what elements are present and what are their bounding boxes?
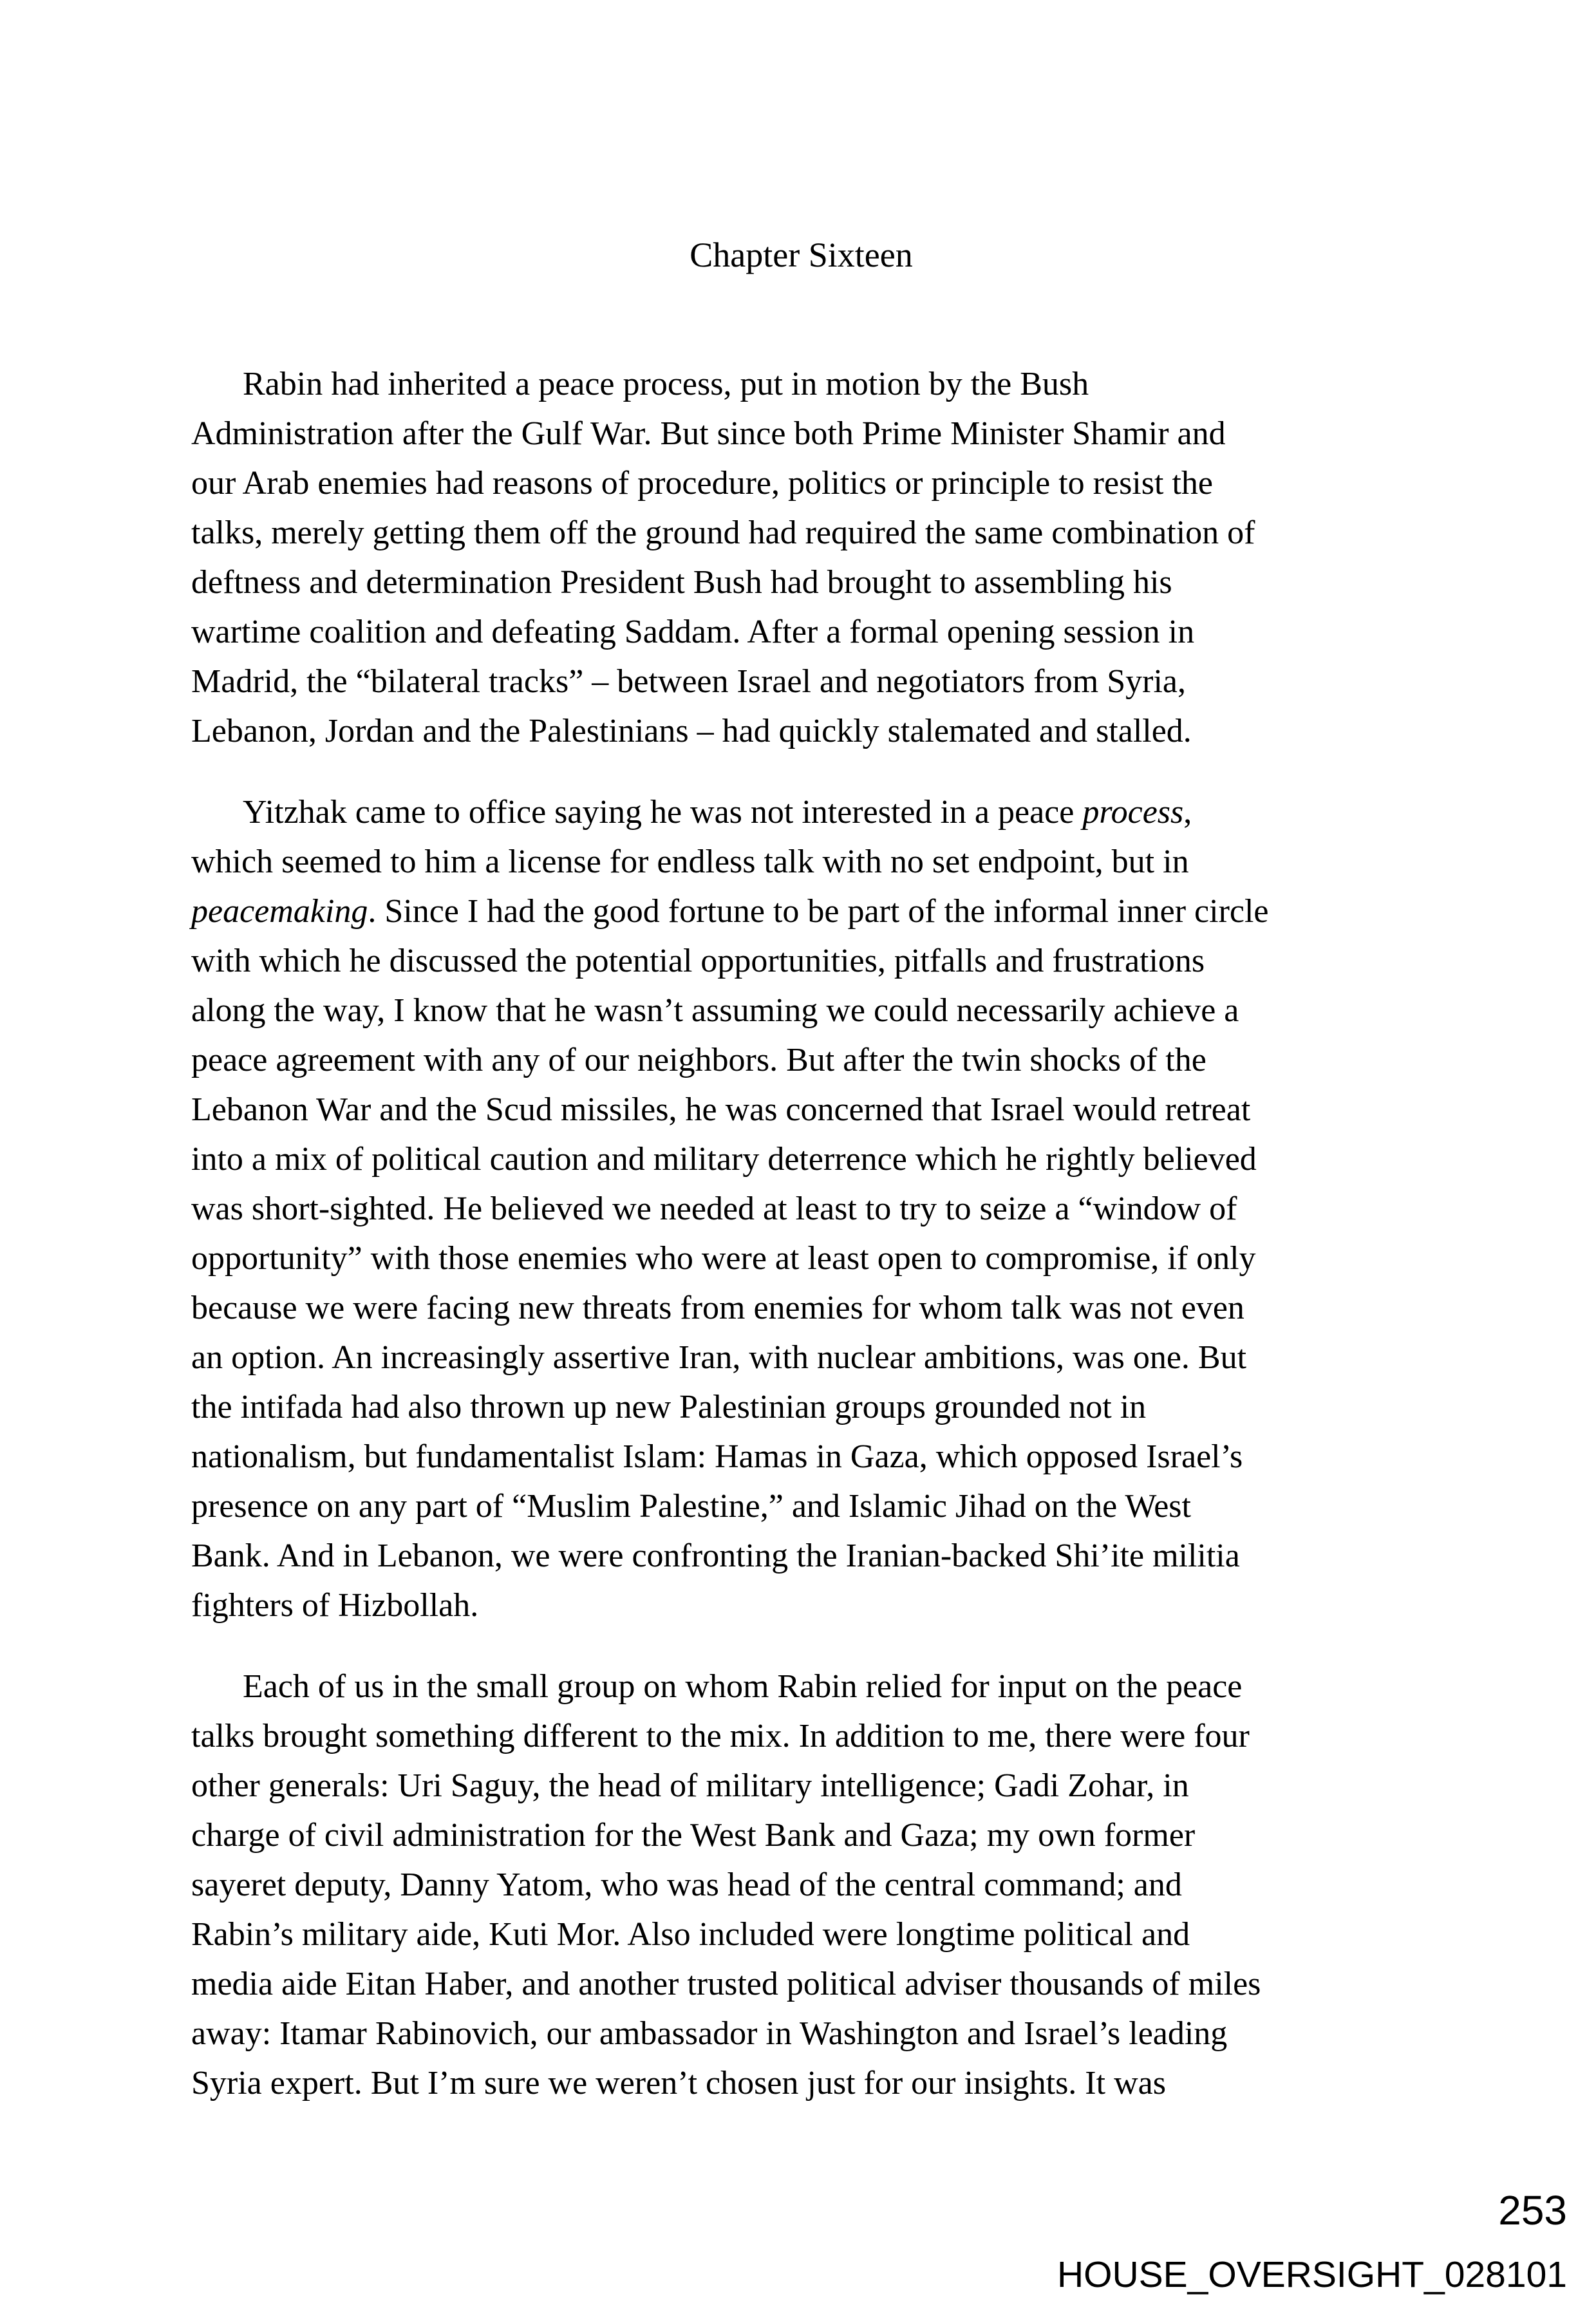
text-segment: Rabin had inherited a peace process, put in motion by the Bush bbox=[243, 366, 1089, 402]
text-line bbox=[191, 2058, 1414, 2108]
text-line bbox=[191, 1711, 1414, 1761]
text-segment: Bank. And in Lebanon, we were confronting the Iranian-backed Shi’ite militia bbox=[191, 1537, 1240, 1574]
text-segment: sayeret deputy, Danny Yatom, who was head of the central command; and bbox=[191, 1866, 1182, 1903]
text-segment: Each of us in the small group on whom Rabin relied for input on the peace bbox=[243, 1668, 1243, 1705]
text-segment: opportunity” with those enemies who were at least open to compromise, if only bbox=[191, 1240, 1256, 1277]
text-segment: the intifada had also thrown up new Palestinian groups grounded not in bbox=[191, 1389, 1147, 1425]
text-segment: charge of civil administration for the West Bank and Gaza; my own former bbox=[191, 1817, 1196, 1854]
text-segment: Lebanon War and the Scud missiles, he was concerned that Israel would retreat bbox=[191, 1091, 1251, 1128]
text-line bbox=[191, 887, 1414, 936]
text-line bbox=[191, 508, 1414, 558]
text-segment: because we were facing new threats from enemies for whom talk was not even bbox=[191, 1290, 1244, 1326]
page-number: 253 bbox=[1498, 2187, 1567, 2233]
text-line bbox=[191, 1531, 1414, 1581]
text-segment: Madrid, the “bilateral tracks” – between Israel and negotiators from Syria, bbox=[191, 663, 1186, 700]
text-segment: along the way, I know that he wasn’t assuming we could necessarily achieve a bbox=[191, 992, 1239, 1029]
text-line bbox=[191, 1761, 1414, 1810]
text-line bbox=[191, 706, 1414, 756]
text-segment: . Since I had the good fortune to be part of the informal inner circle bbox=[368, 893, 1269, 930]
text-segment: deftness and determination President Bush had brought to assembling his bbox=[191, 564, 1172, 601]
text-segment: our Arab enemies had reasons of procedure, politics or principle to resist the bbox=[191, 465, 1213, 502]
text-segment: which seemed to him a license for endless talk with no set endpoint, but in bbox=[191, 843, 1189, 880]
text-line bbox=[191, 1662, 1414, 1711]
text-segment: into a mix of political caution and military deterrence which he rightly believed bbox=[191, 1141, 1257, 1178]
text-line bbox=[191, 1581, 1414, 1630]
text-segment: away: Itamar Rabinovich, our ambassador in Washington and Israel’s leading bbox=[191, 2015, 1228, 2052]
text-segment: fighters of Hizbollah. bbox=[191, 1587, 479, 1624]
text-line bbox=[191, 1959, 1414, 2009]
text-segment: , bbox=[1183, 794, 1192, 831]
text-line bbox=[191, 1481, 1414, 1531]
text-segment: peace agreement with any of our neighbors. But after the twin shocks of the bbox=[191, 1042, 1206, 1078]
text-line bbox=[191, 657, 1414, 706]
text-line bbox=[191, 558, 1414, 607]
text-line bbox=[191, 1085, 1414, 1134]
text-segment: other generals: Uri Saguy, the head of military intelligence; Gadi Zohar, in bbox=[191, 1767, 1189, 1804]
text-segment: talks, merely getting them off the ground had required the same combination of bbox=[191, 514, 1255, 551]
text-line bbox=[191, 458, 1414, 508]
text-line bbox=[191, 409, 1414, 458]
text-line bbox=[191, 1860, 1414, 1910]
text-line bbox=[191, 1382, 1414, 1432]
text-segment: Administration after the Gulf War. But since both Prime Minister Shamir and bbox=[191, 415, 1226, 452]
text-line bbox=[191, 1333, 1414, 1382]
text-segment: talks brought something different to the mix. In addition to me, there were four bbox=[191, 1718, 1250, 1754]
text-segment: Lebanon, Jordan and the Palestinians – had quickly stalemated and stalled. bbox=[191, 713, 1192, 749]
text-line bbox=[191, 936, 1414, 986]
text-line bbox=[191, 1234, 1414, 1283]
text-line bbox=[191, 1910, 1414, 1959]
text-line bbox=[191, 837, 1414, 887]
text-line bbox=[191, 1810, 1414, 1860]
text-segment: Yitzhak came to office saying he was not interested in a peace bbox=[243, 794, 1083, 831]
text-segment: was short-sighted. He believed we needed at least to try to seize a “window of bbox=[191, 1190, 1237, 1227]
text-segment: Syria expert. But I’m sure we weren’t chosen just for our insights. It was bbox=[191, 2065, 1166, 2101]
paragraph-3 bbox=[191, 1662, 1414, 2108]
text-segment: an option. An increasingly assertive Iran, with nuclear ambitions, was one. But bbox=[191, 1339, 1247, 1376]
text-segment: Rabin’s military aide, Kuti Mor. Also included were longtime political and bbox=[191, 1916, 1190, 1953]
text-line bbox=[191, 359, 1414, 409]
italic-text-segment: peacemaking bbox=[191, 893, 368, 930]
text-line bbox=[191, 607, 1414, 657]
text-segment: wartime coalition and defeating Saddam. After a formal opening session in bbox=[191, 614, 1195, 650]
text-line bbox=[191, 787, 1414, 837]
text-line bbox=[191, 986, 1414, 1035]
text-line bbox=[191, 1283, 1414, 1333]
text-segment: media aide Eitan Haber, and another trusted political adviser thousands of miles bbox=[191, 1966, 1261, 2002]
text-segment: nationalism, but fundamentalist Islam: Hamas in Gaza, which opposed Israel’s bbox=[191, 1438, 1243, 1475]
chapter-heading: Chapter Sixteen bbox=[690, 236, 913, 274]
text-line bbox=[191, 1035, 1414, 1085]
paragraph-1 bbox=[191, 359, 1414, 756]
text-line bbox=[191, 1432, 1414, 1481]
text-segment: with which he discussed the potential opportunities, pitfalls and frustrations bbox=[191, 943, 1205, 979]
text-line bbox=[191, 2009, 1414, 2058]
text-segment: presence on any part of “Muslim Palestine,” and Islamic Jihad on the West bbox=[191, 1488, 1191, 1525]
paragraph-2 bbox=[191, 787, 1414, 1630]
text-line bbox=[191, 1134, 1414, 1184]
text-line bbox=[191, 1184, 1414, 1234]
bates-stamp: HOUSE_OVERSIGHT_028101 bbox=[1056, 2254, 1567, 2295]
italic-text-segment: process bbox=[1082, 794, 1184, 831]
